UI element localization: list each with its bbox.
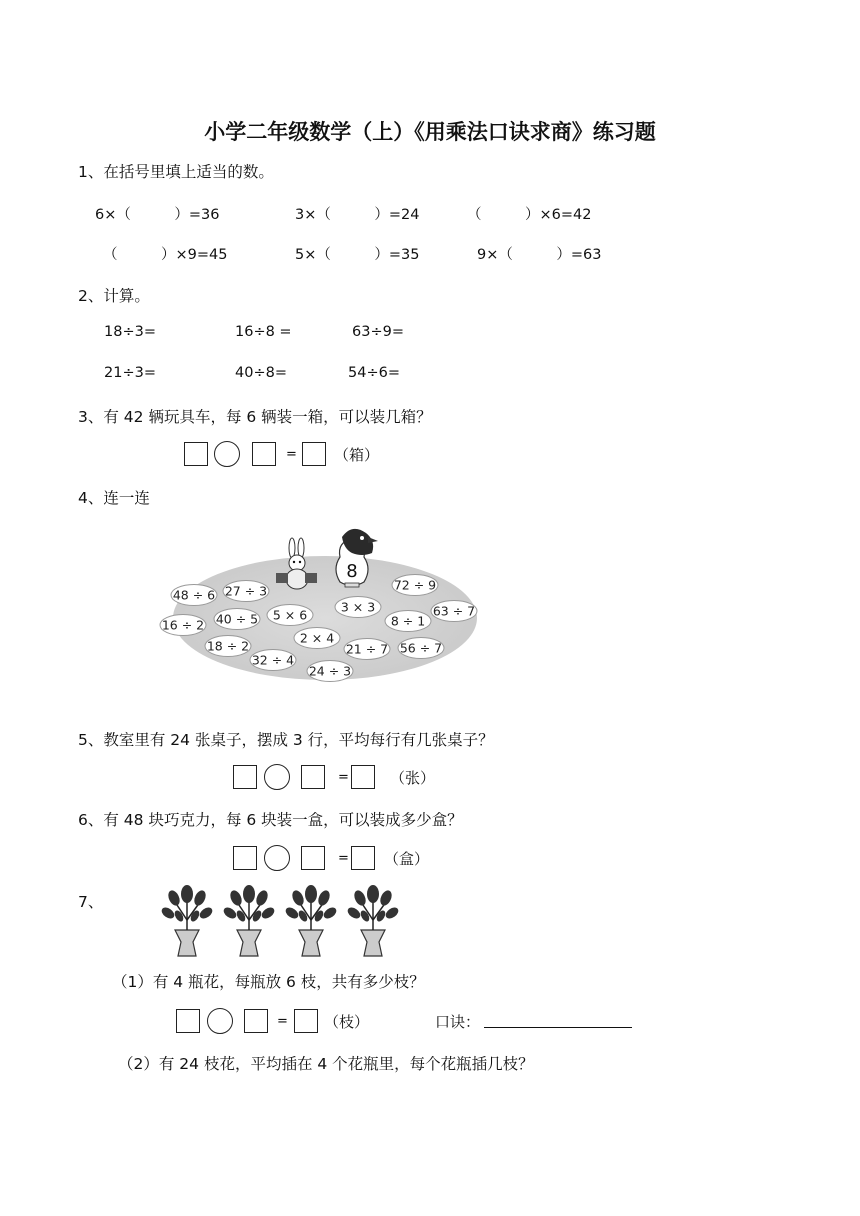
- operator-circle[interactable]: [264, 845, 290, 871]
- expression-oval[interactable]: [171, 585, 217, 606]
- expression-label: 48 ÷ 6: [172, 587, 216, 603]
- expression-oval[interactable]: [398, 638, 444, 659]
- matching-illustration: [150, 525, 485, 685]
- q1-item: 3×（ ）=24: [295, 207, 420, 223]
- operator-circle[interactable]: [207, 1008, 233, 1034]
- flower-vase-icon: [284, 885, 339, 956]
- expression-label: 5 × 6: [272, 607, 308, 623]
- question-7-part-1: （1）有 4 瓶花，每瓶放 6 枝，共有多少枝？: [112, 973, 425, 991]
- expression-oval[interactable]: [223, 581, 269, 602]
- expression-oval[interactable]: [214, 609, 260, 630]
- question-4-prompt: 4、连一连: [78, 489, 150, 507]
- expression-label: 8 ÷ 1: [390, 613, 426, 629]
- expression-oval[interactable]: [385, 611, 431, 632]
- expression-label: 40 ÷ 5: [215, 611, 259, 627]
- expression-oval[interactable]: [267, 605, 313, 626]
- expression-label: 3 × 3: [340, 599, 376, 615]
- question-7-part-2: （2）有 24 枝花，平均插在 4 个花瓶里，每个花瓶插几枝？: [118, 1055, 534, 1073]
- answer-box[interactable]: [184, 442, 208, 466]
- expression-label: 24 ÷ 3: [308, 663, 352, 679]
- q1-item: （ ）×6=42: [467, 207, 592, 223]
- q2-item: 18÷3=: [104, 324, 156, 340]
- expression-oval[interactable]: [294, 628, 340, 649]
- unit-label: （箱）: [334, 446, 380, 464]
- operator-circle[interactable]: [214, 441, 240, 467]
- q2-item: 63÷9=: [352, 324, 404, 340]
- expression-oval[interactable]: [335, 597, 381, 618]
- answer-box[interactable]: [176, 1009, 200, 1033]
- flower-vase-icon: [222, 885, 277, 956]
- answer-box[interactable]: [233, 765, 257, 789]
- question-2-prompt: 2、计算。: [78, 287, 150, 305]
- page-title: 小学二年级数学（上）《用乘法口诀求商》练习题: [204, 120, 656, 144]
- result-box[interactable]: [351, 846, 375, 870]
- expression-label: 27 ÷ 3: [224, 583, 268, 599]
- expression-oval[interactable]: [160, 615, 206, 636]
- q1-item: 5×（ ）=35: [295, 247, 420, 263]
- question-6-prompt: 6、有 48 块巧克力，每 6 块装一盒，可以装成多少盒？: [78, 811, 463, 829]
- center-number: 8: [346, 561, 358, 582]
- expression-label: 16 ÷ 2: [161, 617, 205, 633]
- expression-label: 18 ÷ 2: [206, 638, 250, 654]
- expression-label: 72 ÷ 9: [393, 577, 437, 593]
- unit-label: （张）: [390, 769, 436, 787]
- expression-label: 56 ÷ 7: [399, 640, 443, 656]
- q2-item: 54÷6=: [348, 365, 400, 381]
- unit-label: （枝）: [324, 1013, 370, 1031]
- expression-label: 63 ÷ 7: [432, 603, 476, 619]
- expression-oval[interactable]: [250, 650, 296, 671]
- equals-sign: =: [286, 447, 297, 462]
- answer-box[interactable]: [301, 765, 325, 789]
- equals-sign: =: [277, 1014, 288, 1029]
- answer-box[interactable]: [252, 442, 276, 466]
- question-7-prompt: 7、: [78, 893, 104, 911]
- result-box[interactable]: [302, 442, 326, 466]
- operator-circle[interactable]: [264, 764, 290, 790]
- expression-oval[interactable]: [392, 575, 438, 596]
- q1-item: 6×（ ）=36: [95, 207, 220, 223]
- expression-oval[interactable]: [431, 601, 477, 622]
- q2-item: 21÷3=: [104, 365, 156, 381]
- result-box[interactable]: [294, 1009, 318, 1033]
- question-3-prompt: 3、有 42 辆玩具车，每 6 辆装一箱，可以装几箱？: [78, 408, 432, 426]
- answer-box[interactable]: [244, 1009, 268, 1033]
- flower-vases-illustration: [155, 880, 405, 960]
- result-box[interactable]: [351, 765, 375, 789]
- expression-label: 32 ÷ 4: [251, 652, 295, 668]
- q2-item: 16÷8 =: [235, 324, 292, 340]
- answer-box[interactable]: [233, 846, 257, 870]
- expression-oval[interactable]: [205, 636, 251, 657]
- expression-label: 2 × 4: [299, 630, 335, 646]
- q2-item: 40÷8=: [235, 365, 287, 381]
- koujue-label: 口诀：: [435, 1013, 481, 1031]
- question-1-prompt: 1、在括号里填上适当的数。: [78, 163, 274, 181]
- equals-sign: =: [338, 770, 349, 785]
- expression-oval[interactable]: [344, 639, 390, 660]
- equals-sign: =: [338, 851, 349, 866]
- flower-vase-icon: [160, 885, 215, 956]
- q1-item: （ ）×9=45: [103, 247, 228, 263]
- question-5-prompt: 5、教室里有 24 张桌子，摆成 3 行，平均每行有几张桌子？: [78, 731, 494, 749]
- expression-oval[interactable]: [307, 661, 353, 682]
- koujue-answer-line[interactable]: [484, 1027, 632, 1028]
- answer-box[interactable]: [301, 846, 325, 870]
- unit-label: （盒）: [384, 850, 430, 868]
- q1-item: 9×（ ）=63: [477, 247, 602, 263]
- flower-vase-icon: [346, 885, 401, 956]
- expression-label: 21 ÷ 7: [345, 641, 389, 657]
